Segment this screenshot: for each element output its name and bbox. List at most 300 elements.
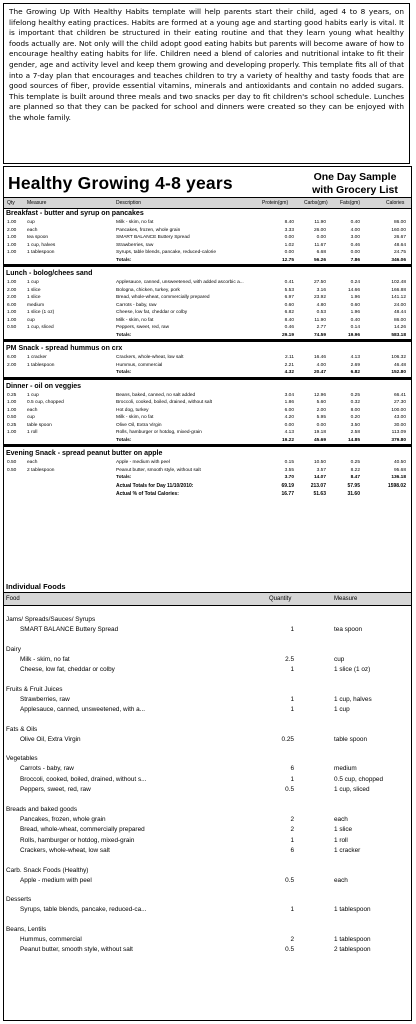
cell-protein: 8.40	[284, 317, 294, 323]
section-totals	[4, 437, 411, 445]
cell-fats: 4.00	[350, 227, 360, 233]
cell-measure: each	[27, 460, 38, 465]
cell-protein: 4.20	[284, 415, 294, 420]
cell-protein: 0.00	[284, 235, 294, 240]
totals-cell: 8.47	[350, 475, 360, 480]
cell-description: Bologna, chicken, turkey, pork	[116, 287, 180, 293]
grocery-col-food: Food	[6, 596, 20, 602]
cell-calories: 66.41	[393, 392, 406, 398]
grocery-food: Broccoli, cooked, boiled, drained, without s...	[20, 775, 147, 783]
day-percent-value: 16.77	[281, 490, 294, 497]
cell-calories: 106.32	[391, 355, 406, 360]
meal-section	[4, 344, 411, 380]
cell-fats: 8.22	[350, 467, 360, 473]
meal-table	[4, 209, 411, 498]
meal-row	[4, 399, 411, 407]
cell-qty: 2.00	[7, 227, 17, 233]
cell-protein: 4.13	[284, 430, 294, 435]
grocery-quantity: 6	[290, 847, 294, 854]
cell-qty: 1.00	[7, 407, 17, 413]
cell-measure: 1 tablespoon	[27, 250, 55, 255]
cell-description: SMART BALANCE Buttery Spread	[116, 235, 190, 240]
meal-row	[4, 324, 411, 332]
cell-qty: 0.25	[7, 422, 17, 428]
day-percent-row	[4, 490, 411, 498]
totals-cell: 6.82	[350, 370, 360, 375]
cell-measure: tea spoon	[27, 235, 49, 240]
cell-calories: 95.68	[393, 467, 406, 473]
grocery-category: Fats & Oils	[6, 725, 38, 733]
cell-measure: 2 tablespoon	[27, 467, 55, 473]
totals-cell: 379.80	[391, 437, 406, 443]
totals-cell: 29.19	[281, 332, 294, 338]
section-divider	[4, 339, 411, 342]
col-carbs: Carbs(gm)	[304, 200, 328, 206]
grocery-item	[4, 625, 411, 636]
cell-fats: 3.00	[350, 235, 360, 240]
totals-cell: 12.75	[281, 257, 294, 263]
totals-cell: 74.59	[313, 332, 326, 338]
day-totals-value: 1598.02	[387, 482, 406, 489]
cell-qty: 1.00	[7, 400, 17, 405]
meal-plan-sheet	[3, 166, 412, 1021]
cell-carbs: 0.53	[316, 310, 326, 315]
cell-carbs: 0.00	[316, 422, 326, 428]
cell-carbs: 19.18	[313, 430, 326, 435]
cell-qty: 1.00	[7, 317, 17, 323]
meal-section	[4, 449, 411, 482]
cell-protein: 2.21	[284, 362, 294, 368]
page-title: Healthy Growing 4-8 years	[8, 173, 233, 193]
totals-cell: 4.32	[284, 370, 294, 375]
cell-qty: 1.00	[7, 280, 17, 285]
cell-measure: 1 cup	[27, 392, 39, 398]
section-totals	[4, 369, 411, 377]
cell-carbs: 0.00	[316, 235, 326, 240]
meal-row	[4, 242, 411, 250]
cell-protein: 6.00	[284, 407, 294, 413]
grocery-quantity: 1	[290, 775, 294, 783]
cell-measure: 1 cup	[27, 280, 39, 285]
cell-protein: 8.40	[284, 220, 294, 225]
cell-calories: 160.00	[391, 227, 406, 233]
cell-description: Rolls, hamburger or hotdog, mixed-grain	[116, 430, 202, 435]
cell-fats: 1.96	[350, 295, 360, 300]
totals-cell: Totals:	[116, 332, 132, 338]
cell-qty: 0.25	[7, 392, 17, 398]
table-header	[4, 197, 411, 209]
meal-row	[4, 407, 411, 415]
cell-qty: 1.00	[7, 310, 17, 315]
col-fats: Fats(gm)	[340, 200, 360, 206]
cell-carbs: 26.00	[313, 227, 326, 233]
day-percent-value: 31.60	[347, 490, 360, 497]
meal-row	[4, 422, 411, 430]
grocery-food: Apple - medium with peel	[20, 876, 92, 884]
cell-calories: 43.00	[393, 415, 406, 420]
cell-protein: 5.53	[284, 287, 294, 293]
meal-section	[4, 209, 411, 267]
meal-row	[4, 294, 411, 302]
cell-carbs: 27.50	[313, 280, 326, 285]
cell-description: Apple - medium with peel	[116, 460, 170, 465]
meal-row	[4, 362, 411, 370]
cell-carbs: 16.46	[313, 355, 326, 360]
grocery-measure: tea spoon	[334, 626, 363, 633]
totals-cell: 56.26	[313, 257, 326, 263]
grocery-list	[4, 581, 411, 956]
cell-carbs: 4.80	[316, 302, 326, 308]
grocery-item	[4, 775, 411, 786]
cell-measure: 1 tablespoon	[27, 362, 55, 368]
cell-qty: 6.00	[7, 302, 17, 308]
meal-row	[4, 414, 411, 422]
meal-row	[4, 234, 411, 242]
totals-cell: 14.85	[347, 437, 360, 443]
cell-description: Olive Oil, Extra Virgin	[116, 422, 162, 428]
grocery-header	[4, 592, 411, 606]
grocery-quantity: 0.5	[285, 876, 294, 884]
cell-calories: 166.88	[391, 287, 406, 293]
cell-measure: each	[27, 407, 38, 413]
section-totals	[4, 257, 411, 265]
cell-carbs: 3.57	[316, 467, 326, 473]
grocery-category: Breads and baked goods	[6, 805, 78, 813]
grocery-category: Vegetables	[6, 755, 38, 762]
grocery-body	[4, 615, 411, 956]
totals-cell: 152.80	[391, 370, 406, 375]
cell-calories: 48.64	[393, 242, 406, 248]
grocery-item	[4, 836, 411, 847]
grocery-quantity: 2	[290, 815, 294, 823]
cell-calories: 27.30	[393, 400, 406, 405]
cell-fats: 0.46	[350, 242, 360, 248]
cell-fats: 4.13	[350, 355, 360, 360]
cell-calories: 24.00	[393, 302, 406, 308]
grocery-col-measure: Measure	[334, 596, 358, 602]
grocery-food: Strawberries, raw	[20, 695, 70, 703]
totals-cell: 14.07	[313, 475, 326, 480]
grocery-measure: 1 tablespoon	[334, 935, 371, 943]
grocery-item	[4, 825, 411, 836]
cell-measure: table spoon	[27, 422, 52, 428]
cell-measure: 1 slice	[27, 287, 41, 293]
cell-description: Milk - skim, no fat	[116, 220, 154, 225]
cell-measure: 1 roll	[27, 430, 38, 435]
cell-description: Beans, baked, canned, no salt added	[116, 392, 196, 398]
cell-fats: 0.40	[350, 317, 360, 323]
cell-description: Crackers, whole-wheat, low salt	[116, 355, 184, 360]
grocery-food: Pancakes, frozen, whole grain	[20, 815, 106, 823]
cell-fats: 2.58	[350, 430, 360, 435]
grocery-item	[4, 876, 411, 887]
cell-fats: 0.25	[350, 460, 360, 465]
cell-description: Hummus, commercial	[116, 362, 163, 368]
grocery-item	[4, 846, 411, 857]
cell-protein: 0.41	[284, 280, 294, 285]
grocery-item	[4, 935, 411, 946]
cell-measure: each	[27, 227, 38, 233]
grocery-measure: each	[334, 815, 348, 823]
cell-carbs: 3.16	[316, 287, 326, 293]
cell-description: Cheese, low fat, cheddar or colby	[116, 310, 188, 315]
totals-cell: Totals:	[116, 437, 132, 443]
cell-measure: 0.5 cup, chopped	[27, 400, 64, 405]
meal-row	[4, 227, 411, 235]
grocery-food: Milk - skim, no fat	[20, 655, 70, 663]
cell-protein: 2.11	[285, 355, 294, 360]
cell-protein: 3.33	[284, 227, 294, 233]
cell-carbs: 6.68	[316, 250, 326, 255]
grocery-measure: cup	[334, 655, 345, 663]
cell-qty: 0.50	[7, 415, 17, 420]
grocery-measure: 1 cup, sliced	[334, 786, 370, 793]
section-totals	[4, 474, 411, 482]
cell-calories: 30.00	[393, 422, 406, 428]
cell-description: Carrots - baby, raw	[116, 302, 157, 308]
cell-qty: 2.00	[7, 287, 17, 293]
totals-cell: 136.18	[391, 475, 406, 480]
grocery-item	[4, 764, 411, 775]
page-subtitle: One Day Sample with Grocery List	[312, 171, 398, 196]
cell-carbs: 2.77	[316, 325, 326, 330]
grocery-category: Desserts	[6, 896, 32, 903]
cell-fats: 14.66	[347, 287, 360, 293]
intro-paragraph: The Growing Up With Healthy Habits template will help parents start their child, aged 4 to 8 years, on lifelong healthy eating practices. Habits are formed at a young age and starting good habits early is vital. It is important that children be structured in their eating routine and that they learn young what healthy foods actually are. Not only will the child adopt good eating habits but parents will become aware of how to encourage healthy eating habits for life. Children need a blend of calories and nutritional intake to fit their gender, age and activity level and keep them growing and developing properly. This template fits all of that into a 7-day plan that encourages and teaches children to try a variety of healthy and tasty foods that are good sources of fiber, provide essential vitamins, minerals and antioxidants and contain no added sugars. This template is built around three meals and two snacks per day to fit children's school schedule. Lunches are planned so that they can be packed for school and dinners were created so they can be enjoyed with the whole family.	[3, 3, 410, 164]
grocery-food: Peppers, sweet, red, raw	[20, 786, 91, 793]
totals-cell: 20.47	[313, 370, 326, 375]
meal-row	[4, 309, 411, 317]
cell-fats: 2.69	[350, 362, 360, 368]
cell-measure: cup	[27, 317, 35, 323]
cell-protein: 1.86	[284, 400, 294, 405]
cell-description: Syrups, table blends, pancake, reduced-calorie	[116, 250, 216, 255]
cell-calories: 14.26	[393, 325, 406, 330]
section-divider	[4, 264, 411, 267]
cell-carbs: 5.60	[316, 400, 326, 405]
grocery-quantity: 1	[290, 906, 294, 913]
day-totals-label: Actual Totals for Day 11/10/2010:	[116, 482, 194, 489]
cell-carbs: 23.92	[313, 295, 326, 300]
totals-cell: 19.96	[347, 332, 360, 338]
meal-row	[4, 317, 411, 325]
grocery-item	[4, 785, 411, 796]
grocery-quantity: 2.5	[285, 655, 294, 663]
grocery-quantity: 1	[290, 695, 294, 703]
cell-fats: 0.14	[350, 325, 360, 330]
section-divider	[4, 377, 411, 380]
cell-qty: 1.00	[7, 235, 17, 240]
grocery-measure: medium	[334, 765, 357, 772]
grocery-food: Peanut butter, smooth style, without salt	[20, 946, 133, 953]
grocery-measure: each	[334, 876, 348, 884]
grocery-item	[4, 695, 411, 706]
cell-fats: 8.00	[350, 407, 360, 413]
cell-description: Peppers, sweet, red, raw	[116, 325, 170, 330]
meal-section-title: Lunch - bolog/chees sand	[6, 270, 93, 277]
meal-section-title: Evening Snack - spread peanut butter on apple	[6, 450, 163, 457]
cell-protein: 6.82	[284, 310, 294, 315]
meal-section	[4, 382, 411, 448]
grocery-food: Rolls, hamburger or hotdog, mixed-grain	[20, 836, 135, 844]
grocery-food: Applesauce, canned, unsweetened, with a...	[20, 706, 146, 713]
cell-calories: 86.00	[393, 220, 406, 225]
cell-measure: cup	[27, 415, 35, 420]
cell-carbs: 4.00	[316, 362, 326, 368]
totals-cell: 7.86	[350, 257, 360, 263]
meal-row	[4, 249, 411, 257]
cell-fats: 1.96	[350, 310, 360, 315]
cell-calories: 100.00	[391, 407, 406, 413]
cell-fats: 3.50	[350, 422, 360, 428]
cell-calories: 113.09	[391, 430, 406, 435]
cell-measure: 1 slice (1 oz)	[27, 310, 55, 315]
cell-fats: 0.20	[350, 415, 360, 420]
cell-qty: 2.00	[7, 295, 17, 300]
cell-protein: 3.55	[284, 467, 294, 473]
cell-carbs: 11.90	[314, 220, 326, 225]
cell-protein: 0.46	[284, 325, 294, 330]
grocery-quantity: 2	[290, 935, 294, 943]
cell-fats: 0.24	[350, 280, 360, 285]
grocery-food: Hummus, commercial	[20, 935, 82, 943]
cell-qty: 1.00	[7, 430, 17, 435]
cell-description: Milk - skim, no fat	[116, 317, 154, 323]
grocery-measure: 1 cup	[334, 706, 350, 713]
totals-cell: 346.06	[391, 257, 406, 263]
grocery-measure: 1 slice (1 oz)	[334, 666, 371, 673]
grocery-quantity: 1	[290, 706, 294, 713]
grocery-category: Carb. Snack Foods (Healthy)	[6, 866, 89, 874]
meal-row	[4, 392, 411, 400]
cell-protein: 0.60	[284, 302, 294, 308]
cell-protein: 0.00	[284, 422, 294, 428]
cell-description: Applesauce, canned, unsweetened, with added ascorbic a...	[116, 280, 244, 285]
totals-cell: 45.69	[313, 437, 326, 443]
cell-qty: 0.50	[7, 460, 17, 465]
cell-protein: 6.97	[284, 295, 294, 300]
grocery-category: Dairy	[6, 645, 21, 653]
meal-section-title: Breakfast - butter and syrup on pancakes	[6, 210, 144, 217]
grocery-measure: 1 slice	[334, 826, 353, 833]
day-percent-label: Actual % of Total Calories:	[116, 490, 179, 497]
meal-row	[4, 287, 411, 295]
grocery-food: Carrots - baby, raw	[20, 765, 74, 772]
cell-protein: 1.02	[284, 242, 294, 248]
grocery-item	[4, 735, 411, 746]
cell-fats: 0.25	[350, 392, 360, 398]
grocery-food: Crackers, whole-wheat, low salt	[20, 847, 110, 854]
cell-carbs: 12.96	[313, 392, 326, 398]
meal-row	[4, 354, 411, 362]
grocery-food: Cheese, low fat, cheddar or colby	[20, 666, 115, 673]
day-percent-value: 51.63	[313, 490, 326, 497]
meal-row	[4, 459, 411, 467]
grocery-measure: table spoon	[334, 735, 368, 743]
section-divider	[4, 444, 411, 447]
cell-qty: 6.00	[7, 355, 17, 360]
cell-description: Bread, whole-wheat, commercially prepared	[116, 295, 210, 300]
grocery-quantity: 0.25	[281, 735, 294, 743]
cell-calories: 40.50	[393, 460, 406, 465]
grocery-item	[4, 815, 411, 826]
cell-fats: 0.32	[350, 400, 360, 405]
cell-protein: 0.15	[284, 460, 294, 465]
grocery-quantity: 2	[290, 826, 294, 833]
cell-protein: 0.00	[284, 250, 294, 255]
meal-row	[4, 429, 411, 437]
grocery-title: Individual Foods	[6, 582, 66, 591]
cell-measure: 1 slice	[27, 295, 41, 300]
cell-measure: medium	[27, 302, 45, 308]
day-totals-value: 213.07	[310, 482, 326, 489]
cell-measure: 1 cracker	[27, 355, 47, 360]
meal-row	[4, 279, 411, 287]
cell-carbs: 10.50	[313, 460, 326, 465]
meal-section	[4, 269, 411, 342]
grocery-quantity: 1	[290, 666, 294, 673]
grocery-quantity: 6	[290, 765, 294, 772]
col-qty: Qty	[7, 200, 15, 206]
col-description: Description	[116, 200, 142, 206]
cell-fats: 0.40	[350, 220, 360, 225]
grocery-item	[4, 905, 411, 916]
grocery-quantity: 1	[290, 836, 294, 844]
grocery-category: Beans, Lentils	[6, 925, 47, 933]
meal-row	[4, 467, 411, 475]
grocery-category: Jams/ Spreads/Sauces/ Syrups	[6, 616, 96, 623]
cell-description: Milk - skim, no fat	[116, 415, 154, 420]
grocery-quantity: 1	[290, 626, 294, 633]
cell-qty: 0.50	[7, 325, 17, 330]
col-measure: Measure	[27, 200, 47, 206]
grocery-item	[4, 945, 411, 956]
cell-description: Strawberries, raw	[116, 242, 154, 248]
grocery-food: Olive Oil, Extra Virgin	[20, 735, 81, 743]
grocery-food: Bread, whole-wheat, commercially prepared	[20, 826, 145, 833]
totals-cell: Totals:	[116, 475, 132, 480]
cell-qty: 2.00	[7, 362, 17, 368]
totals-cell: Totals:	[116, 257, 132, 263]
totals-cell: 19.22	[281, 437, 294, 443]
grocery-food: SMART BALANCE Buttery Spread	[20, 626, 119, 633]
day-totals-value: 57.95	[347, 482, 360, 489]
cell-carbs: 5.95	[316, 415, 326, 420]
col-calories: Calories	[386, 200, 405, 206]
cell-fats: 0.60	[350, 302, 360, 308]
cell-carbs: 11.67	[314, 242, 326, 248]
grocery-measure: 2 tablespoon	[334, 946, 371, 953]
cell-calories: 86.00	[393, 317, 406, 323]
cell-protein: 3.04	[284, 392, 294, 398]
grocery-item	[4, 705, 411, 716]
cell-carbs: 11.90	[314, 317, 326, 323]
grocery-measure: 0.5 cup, chopped	[334, 775, 384, 783]
meal-row	[4, 219, 411, 227]
grocery-measure: 1 cracker	[334, 847, 361, 854]
cell-qty: 1.00	[7, 242, 17, 248]
grocery-measure: 1 cup, halves	[334, 695, 372, 703]
cell-measure: 1 cup, sliced	[27, 325, 54, 330]
cell-calories: 141.12	[391, 295, 406, 300]
meal-section-title: PM Snack - spread hummus on crx	[6, 345, 123, 352]
meal-section-title: Dinner - oil on veggies	[6, 382, 82, 390]
col-protein: Protein(gm)	[262, 200, 289, 206]
grocery-item	[4, 655, 411, 666]
cell-qty: 1.00	[7, 250, 17, 255]
totals-cell: 583.18	[391, 332, 406, 338]
cell-description: Hot dog, turkey	[116, 407, 149, 413]
